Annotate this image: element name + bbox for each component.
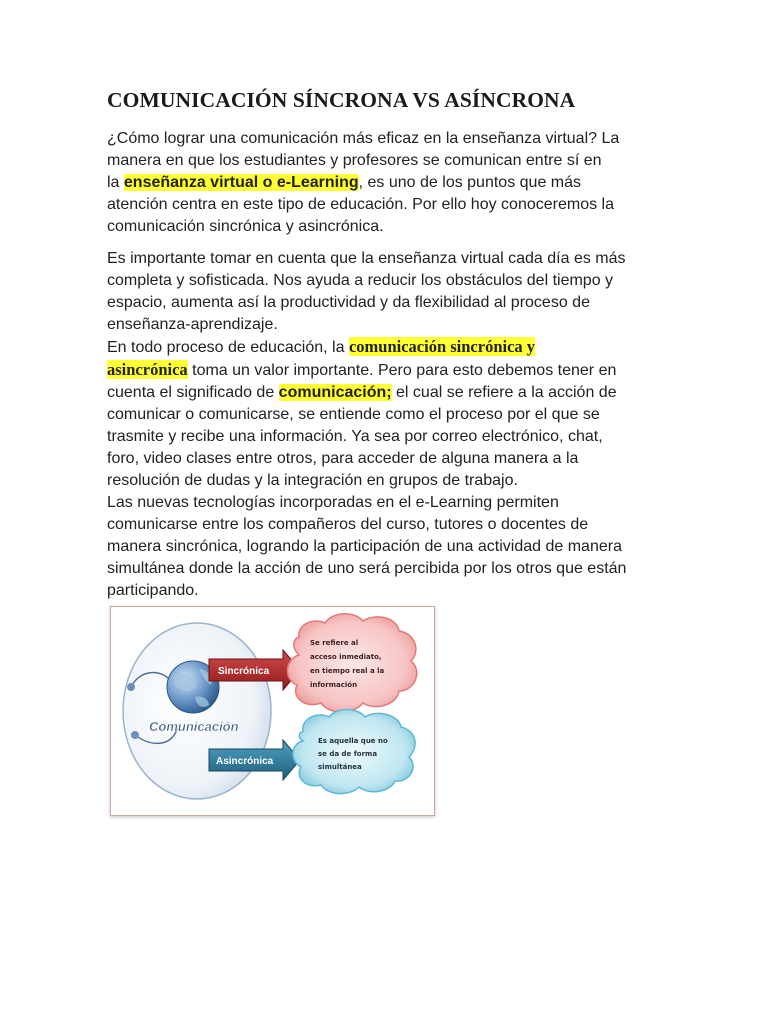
text-line xyxy=(107,336,667,359)
highlight-elearning: enseñanza virtual o e-Learning xyxy=(123,174,359,191)
text-fragment: el cual se refiere a la acción de xyxy=(391,384,617,401)
text-fragment: En todo proceso de educación, la xyxy=(107,339,349,356)
body-paragraph xyxy=(107,248,667,602)
text-line: trasmite y recibe una información. Ya sea por correo electrónico, chat, xyxy=(107,428,603,445)
text-line: foro, video clases entre otros, para acceder de alguna manera a la xyxy=(107,450,579,467)
diagram-svg xyxy=(111,607,434,815)
async-cloud xyxy=(293,710,415,794)
async-text-line: se da de forma xyxy=(318,750,378,758)
sync-label: Sincrónica xyxy=(218,666,270,677)
text-fragment: , es uno de los puntos que más xyxy=(358,174,582,191)
text-line: enseñanza-aprendizaje. xyxy=(107,316,278,333)
async-text-line: Es aquella que no xyxy=(318,737,388,745)
text-line: atención centra en este tipo de educación. Por ello hoy conoceremos la xyxy=(107,196,614,213)
highlight-communication-types: comunicación sincrónica y xyxy=(348,337,536,356)
text-line: manera en que los estudiantes y profesores se comunican entre sí en xyxy=(107,152,602,169)
text-line xyxy=(107,172,667,194)
text-line xyxy=(107,359,667,382)
intro-paragraph xyxy=(107,128,667,238)
text-fragment: toma un valor importante. Pero para esto debemos tener en xyxy=(187,362,617,379)
text-line: manera sincrónica, logrando la participación de una actividad de manera xyxy=(107,538,622,555)
highlight-communication-types-cont: asincrónica xyxy=(107,360,188,379)
text-line: completa y sofisticada. Nos ayuda a reducir los obstáculos del tiempo y xyxy=(107,272,614,289)
async-text-line: simultánea xyxy=(318,763,362,771)
connector-icon xyxy=(127,683,135,691)
text-line: simultánea donde la acción de uno será percibida por los otros que están xyxy=(107,560,627,577)
center-label: Comunicación xyxy=(149,719,239,734)
text-line: espacio, aumenta así la productividad y da flexibilidad al proceso de xyxy=(107,294,590,311)
sync-cloud xyxy=(287,614,416,712)
page-title: COMUNICACIÓN SÍNCRONA VS ASÍNCRONA xyxy=(107,88,576,112)
text-fragment: la xyxy=(107,174,124,191)
communication-diagram xyxy=(110,606,435,816)
text-line: participando. xyxy=(107,582,199,599)
highlight-communication: comunicación; xyxy=(278,384,392,401)
text-line xyxy=(107,382,667,404)
text-line: ¿Cómo lograr una comunicación más eficaz en la enseñanza virtual? La xyxy=(107,130,620,147)
document-page xyxy=(107,88,667,602)
async-label: Asincrónica xyxy=(216,756,274,767)
connector-icon xyxy=(131,731,139,739)
sync-text-line: acceso inmediato, xyxy=(310,653,382,661)
text-line: resolución de dudas y la integración en grupos de trabajo. xyxy=(107,472,518,489)
text-line: comunicarse entre los compañeros del curso, tutores o docentes de xyxy=(107,516,589,533)
text-line: comunicación sincrónica y asincrónica. xyxy=(107,218,384,235)
text-fragment: cuenta el significado de xyxy=(107,384,279,401)
text-line: comunicar o comunicarse, se entiende como el proceso por el que se xyxy=(107,406,600,423)
sync-text-line: en tiempo real a la xyxy=(310,667,385,675)
sync-text-line: Se refiere al xyxy=(310,639,359,647)
text-line: Es importante tomar en cuenta que la enseñanza virtual cada día es más xyxy=(107,250,626,267)
sync-text-line: información xyxy=(310,681,358,689)
text-line: Las nuevas tecnologías incorporadas en el e-Learning permiten xyxy=(107,494,559,511)
